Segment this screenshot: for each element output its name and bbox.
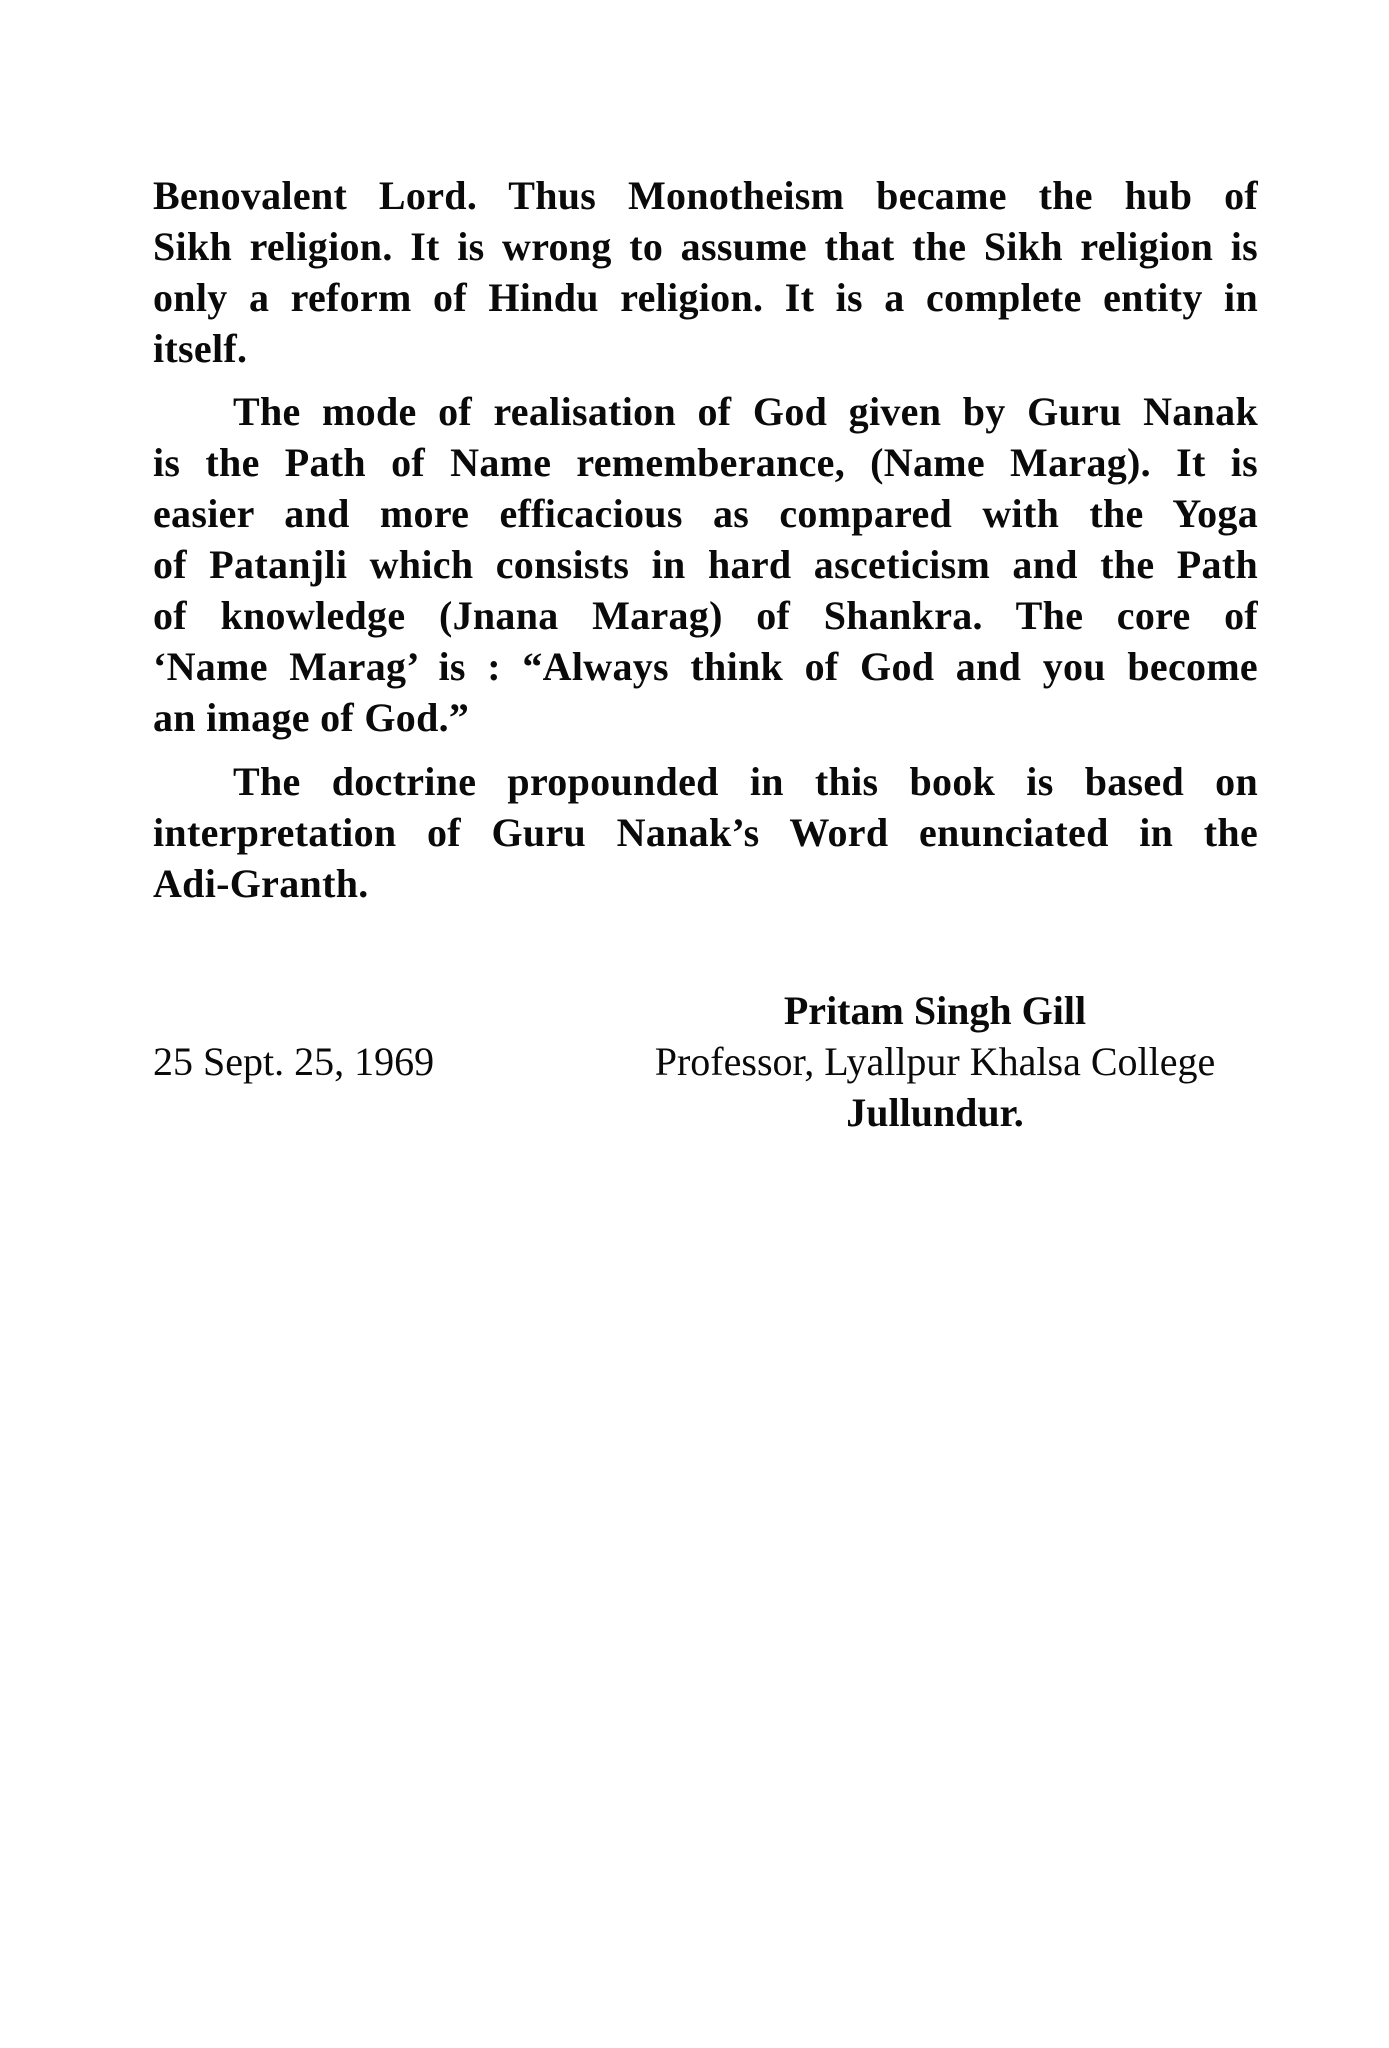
- text-line: easier and more efficacious as compared with the Yoga: [153, 491, 1258, 536]
- text-line: Adi-Granth.: [153, 861, 369, 906]
- text-line: is the Path of Name rememberance, (Name Marag). It is: [153, 440, 1258, 485]
- text-line: Benovalent Lord. Thus Monotheism became the hub of: [153, 173, 1258, 218]
- paragraph-3: [153, 756, 1258, 909]
- text-line: of Patanjli which consists in hard asceticism and the Path: [153, 542, 1258, 587]
- paragraph-1: [153, 170, 1258, 374]
- text-line: The doctrine propounded in this book is based on: [233, 759, 1258, 804]
- author-place: Jullundur.: [846, 1090, 1024, 1135]
- signature-author: [610, 985, 1260, 1138]
- text-line: only a reform of Hindu religion. It is a complete entity in: [153, 275, 1258, 320]
- paragraph-2: [153, 386, 1258, 743]
- text-line: Sikh religion. It is wrong to assume that the Sikh religion is: [153, 224, 1258, 269]
- text-line: ‘Name Marag’ is : “Always think of God and you become: [153, 644, 1258, 689]
- author-role: Professor, Lyallpur Khalsa College: [654, 1039, 1216, 1084]
- signature-date: 25 Sept. 25, 1969: [153, 1039, 435, 1084]
- text-line: an image of God.”: [153, 695, 470, 740]
- text-line: itself.: [153, 326, 248, 371]
- author-name: Pritam Singh Gill: [783, 988, 1087, 1033]
- text-line: interpretation of Guru Nanak’s Word enunciated in the: [153, 810, 1258, 855]
- text-line: The mode of realisation of God given by Guru Nanak: [233, 389, 1258, 434]
- text-line: of knowledge (Jnana Marag) of Shankra. The core of: [153, 593, 1258, 638]
